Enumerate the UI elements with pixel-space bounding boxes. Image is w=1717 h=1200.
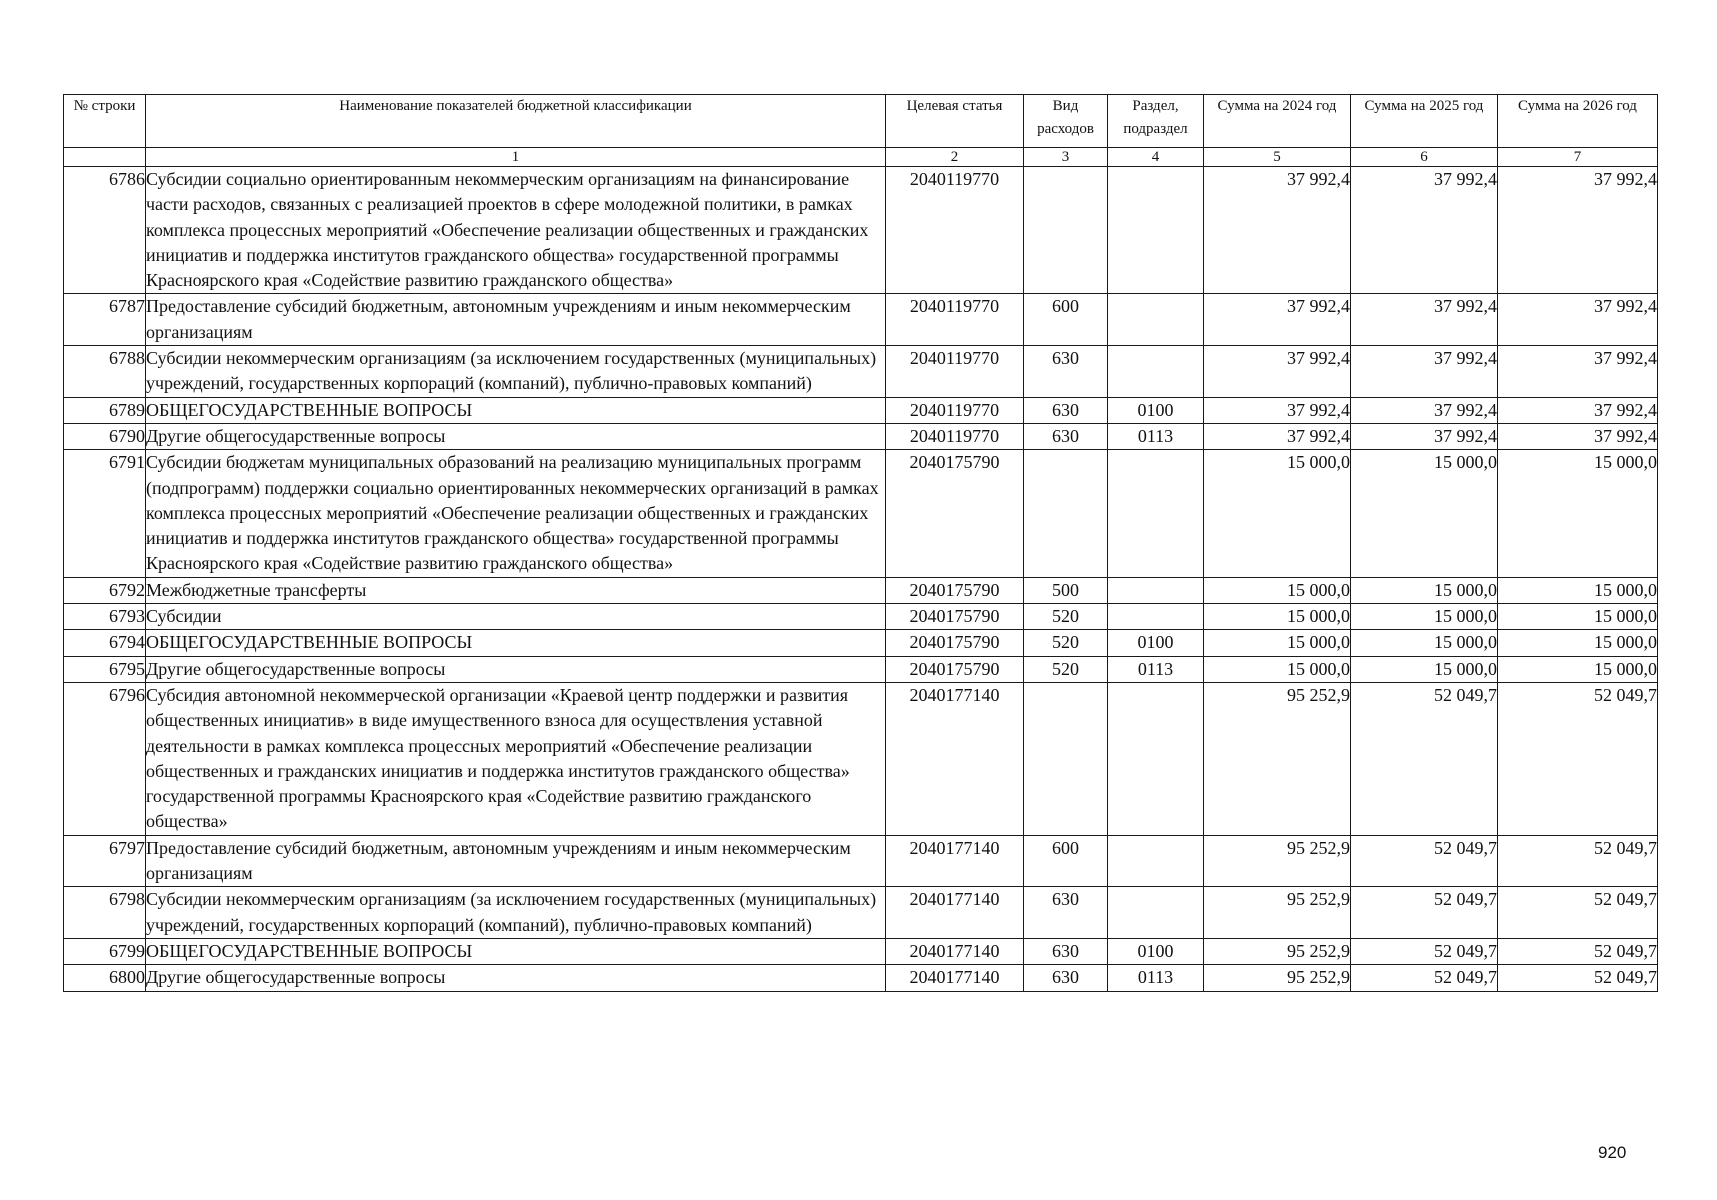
row-number: 6798 [64,887,146,939]
table-row [64,577,1658,603]
row-sum-2026: 37 992,4 [1498,167,1658,294]
table-row [64,656,1658,682]
row-number: 6790 [64,423,146,449]
header-row [64,95,1658,148]
row-section [1108,604,1204,630]
row-sum-2024: 15 000,0 [1204,450,1351,577]
row-sum-2026: 37 992,4 [1498,294,1658,346]
row-target: 2040119770 [886,294,1024,346]
row-target: 2040119770 [886,397,1024,423]
row-name: Субсидия автономной некоммерческой организации «Краевой центр поддержки и развития общественных инициатив» в виде имущественного взноса для осуществления уставной деятельности в рамках комплекса процессных мероприятий «Обеспечение реализации общественных и гражданских инициатив и поддержка институтов гражданского общества» государственной программы Красноярского края «Содействие развитию гражданского общества» [146,682,886,835]
table-row [64,887,1658,939]
row-target: 2040177140 [886,965,1024,991]
row-sum-2024: 37 992,4 [1204,423,1351,449]
header-expense-type: Вид расходов [1024,95,1108,148]
row-name: Субсидии бюджетам муниципальных образований на реализацию муниципальных программ (подпрограмм) поддержки социально ориентированных некоммерческих организаций в рамках комплекса процессных мероприятий «Обеспечение реализации общественных и гражданских инициатив и поддержка институтов гражданского общества» государственной программы Красноярского края «Содействие развитию гражданского общества» [146,450,886,577]
row-number: 6800 [64,965,146,991]
row-number: 6794 [64,630,146,656]
table-row [64,423,1658,449]
table-row [64,397,1658,423]
row-section [1108,835,1204,887]
row-name: ОБЩЕГОСУДАРСТВЕННЫЕ ВОПРОСЫ [146,630,886,656]
row-name: Субсидии некоммерческим организациям (за исключением государственных (муниципальных) учреждений, государственных корпораций (компаний), публично-правовых компаний) [146,887,886,939]
row-sum-2024: 95 252,9 [1204,887,1351,939]
row-number: 6787 [64,294,146,346]
row-sum-2024: 37 992,4 [1204,397,1351,423]
page-number: 920 [1598,1143,1627,1162]
row-expense-type: 520 [1024,630,1108,656]
table-row [64,682,1658,835]
row-expense-type: 630 [1024,938,1108,964]
row-sum-2025: 52 049,7 [1351,835,1498,887]
row-target: 2040177140 [886,835,1024,887]
row-section [1108,577,1204,603]
row-section: 0113 [1108,656,1204,682]
column-number: 4 [1108,148,1204,167]
row-sum-2025: 15 000,0 [1351,604,1498,630]
row-sum-2025: 15 000,0 [1351,450,1498,577]
row-sum-2025: 52 049,7 [1351,965,1498,991]
row-target: 2040177140 [886,682,1024,835]
row-name: Субсидии социально ориентированным некоммерческим организациям на финансирование части расходов, связанных с реализацией проектов в сфере молодежной политики, в рамках комплекса процессных мероприятий «Обеспечение реализации общественных и гражданских инициатив и поддержка институтов гражданского общества» государственной программы Красноярского края «Содействие развитию гражданского общества» [146,167,886,294]
row-number: 6791 [64,450,146,577]
row-sum-2025: 52 049,7 [1351,938,1498,964]
row-target: 2040119770 [886,423,1024,449]
row-target: 2040177140 [886,887,1024,939]
row-sum-2026: 15 000,0 [1498,577,1658,603]
row-expense-type: 500 [1024,577,1108,603]
row-name: ОБЩЕГОСУДАРСТВЕННЫЕ ВОПРОСЫ [146,938,886,964]
row-name: Предоставление субсидий бюджетным, автономным учреждениям и иным некоммерческим организациям [146,294,886,346]
table-row [64,604,1658,630]
row-sum-2025: 15 000,0 [1351,656,1498,682]
row-name: Предоставление субсидий бюджетным, автономным учреждениям и иным некоммерческим организациям [146,835,886,887]
row-sum-2025: 15 000,0 [1351,630,1498,656]
row-section [1108,294,1204,346]
table-row [64,167,1658,294]
column-number: 3 [1024,148,1108,167]
column-number-blank [64,148,146,167]
row-expense-type: 520 [1024,604,1108,630]
row-target: 2040175790 [886,450,1024,577]
row-number: 6793 [64,604,146,630]
column-number: 2 [886,148,1024,167]
row-sum-2025: 37 992,4 [1351,167,1498,294]
budget-table [63,94,1658,992]
row-sum-2024: 37 992,4 [1204,294,1351,346]
row-section: 0113 [1108,423,1204,449]
row-expense-type: 630 [1024,397,1108,423]
row-target: 2040175790 [886,577,1024,603]
row-number: 6795 [64,656,146,682]
table-row [64,938,1658,964]
table-body [64,167,1658,992]
row-section [1108,682,1204,835]
row-sum-2026: 52 049,7 [1498,938,1658,964]
row-name: Субсидии [146,604,886,630]
row-expense-type: 520 [1024,656,1108,682]
row-sum-2026: 37 992,4 [1498,423,1658,449]
row-sum-2026: 52 049,7 [1498,965,1658,991]
row-number: 6786 [64,167,146,294]
row-target: 2040119770 [886,167,1024,294]
row-section [1108,167,1204,294]
row-name: Межбюджетные трансферты [146,577,886,603]
row-target: 2040175790 [886,630,1024,656]
header-sum-2024: Сумма на 2024 год [1204,95,1351,148]
row-name: Другие общегосударственные вопросы [146,656,886,682]
row-sum-2024: 95 252,9 [1204,682,1351,835]
table-row [64,630,1658,656]
header-section: Раздел, подраздел [1108,95,1204,148]
row-sum-2026: 52 049,7 [1498,682,1658,835]
row-sum-2025: 52 049,7 [1351,887,1498,939]
row-target: 2040119770 [886,346,1024,398]
row-sum-2024: 15 000,0 [1204,604,1351,630]
header-target: Целевая статья [886,95,1024,148]
row-sum-2024: 95 252,9 [1204,835,1351,887]
row-sum-2026: 15 000,0 [1498,604,1658,630]
table-row [64,965,1658,991]
row-section: 0100 [1108,938,1204,964]
row-sum-2026: 52 049,7 [1498,887,1658,939]
row-name: ОБЩЕГОСУДАРСТВЕННЫЕ ВОПРОСЫ [146,397,886,423]
row-sum-2025: 37 992,4 [1351,346,1498,398]
row-section: 0100 [1108,630,1204,656]
row-target: 2040177140 [886,938,1024,964]
row-sum-2026: 37 992,4 [1498,397,1658,423]
row-expense-type [1024,450,1108,577]
row-name: Другие общегосударственные вопросы [146,965,886,991]
row-sum-2026: 37 992,4 [1498,346,1658,398]
row-section [1108,887,1204,939]
row-section [1108,346,1204,398]
row-expense-type: 630 [1024,965,1108,991]
row-number: 6788 [64,346,146,398]
table-row [64,450,1658,577]
row-section: 0100 [1108,397,1204,423]
row-sum-2025: 37 992,4 [1351,423,1498,449]
header-name: Наименование показателей бюджетной классификации [146,95,886,148]
row-sum-2024: 37 992,4 [1204,346,1351,398]
row-name: Другие общегосударственные вопросы [146,423,886,449]
header-sum-2025: Сумма на 2025 год [1351,95,1498,148]
column-number: 7 [1498,148,1658,167]
row-target: 2040175790 [886,656,1024,682]
row-section: 0113 [1108,965,1204,991]
row-sum-2026: 52 049,7 [1498,835,1658,887]
row-number: 6789 [64,397,146,423]
row-sum-2025: 37 992,4 [1351,294,1498,346]
row-number: 6799 [64,938,146,964]
row-sum-2026: 15 000,0 [1498,450,1658,577]
row-expense-type: 630 [1024,346,1108,398]
row-expense-type: 630 [1024,887,1108,939]
row-target: 2040175790 [886,604,1024,630]
row-sum-2024: 95 252,9 [1204,965,1351,991]
row-sum-2025: 15 000,0 [1351,577,1498,603]
row-sum-2025: 52 049,7 [1351,682,1498,835]
table-row [64,294,1658,346]
row-sum-2024: 15 000,0 [1204,630,1351,656]
row-name: Субсидии некоммерческим организациям (за исключением государственных (муниципальных) учреждений, государственных корпораций (компаний), публично-правовых компаний) [146,346,886,398]
row-sum-2024: 15 000,0 [1204,577,1351,603]
row-sum-2024: 37 992,4 [1204,167,1351,294]
row-section [1108,450,1204,577]
row-expense-type: 600 [1024,835,1108,887]
column-number-row [64,148,1658,167]
row-sum-2025: 37 992,4 [1351,397,1498,423]
column-number: 1 [146,148,886,167]
header-sum-2026: Сумма на 2026 год [1498,95,1658,148]
row-sum-2024: 15 000,0 [1204,656,1351,682]
row-number: 6797 [64,835,146,887]
row-expense-type [1024,167,1108,294]
header-row-no: № строки [64,95,146,148]
row-sum-2026: 15 000,0 [1498,656,1658,682]
row-number: 6792 [64,577,146,603]
column-number: 6 [1351,148,1498,167]
column-number: 5 [1204,148,1351,167]
row-sum-2026: 15 000,0 [1498,630,1658,656]
row-sum-2024: 95 252,9 [1204,938,1351,964]
row-expense-type: 630 [1024,423,1108,449]
row-expense-type: 600 [1024,294,1108,346]
table-row [64,346,1658,398]
row-expense-type [1024,682,1108,835]
row-number: 6796 [64,682,146,835]
table-row [64,835,1658,887]
